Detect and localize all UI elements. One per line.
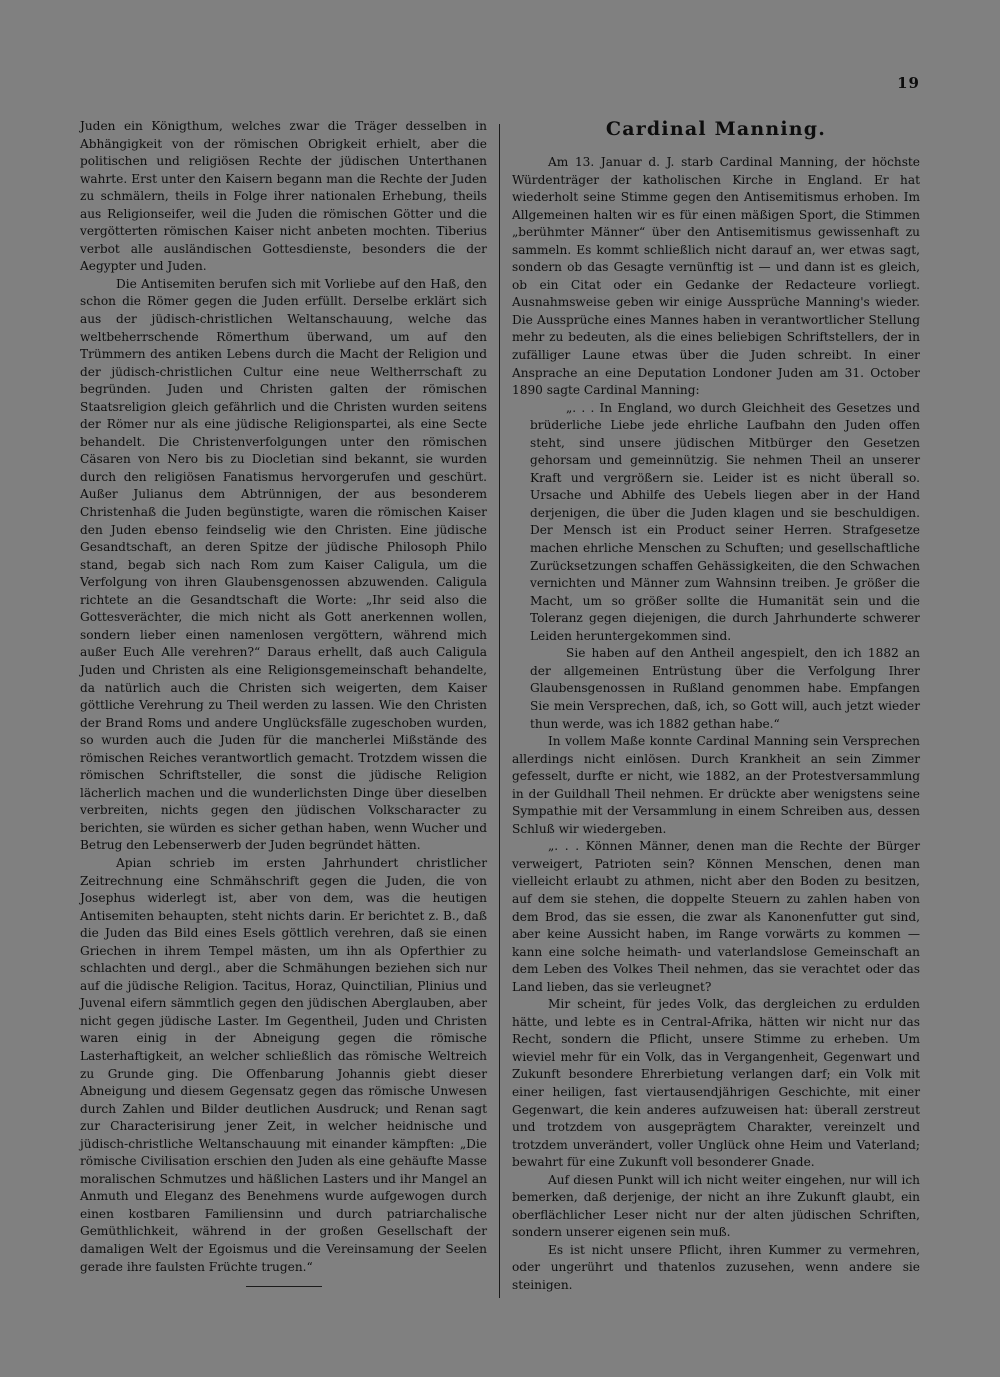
right-column xyxy=(512,118,920,1295)
left-paragraph-2: Die Antisemiten berufen sich mit Vorliebe auf den Haß, den schon die Römer gegen die Juden erfüllt. Derselbe erklärt sich aus der jüdisch-christlichen Weltanschauung, welche das weltbeherrschende Römerthum überwand, um auf den Trümmern des antiken Lebens durch die Macht der Religion und der jüdisch-christlichen Cultur eine neue Weltherrschaft zu begründen. Juden und Christen galten der römischen Staatsreligion gleich gefährlich und die Christen wurden seitens der Römer nur als eine jüdische Religionspartei, als eine Secte behandelt. Die Christenverfolgungen unter den römischen Cäsaren von Nero bis zu Diocletian sind bekannt, sie wurden durch den religiösen Fanatismus hervorgerufen und geschürt. Außer Julianus dem Abtrünnigen, der aus besonderem Christenhaß die Juden begünstigte, waren die römischen Kaiser den Juden ebenso feindselig wie den Christen. Eine jüdische Gesandtschaft, an deren Spitze der jüdische Philosoph Philo stand, begab sich nach Rom zum Kaiser Caligula, um die Verfolgung von ihren Glaubensgenossen abzuwenden. Caligula richtete an die Gesandtschaft die Worte: „Ihr seid also die Gottesverächter, die mich nicht als Gott anerkennen wollen, sondern lieber einen namenlosen vergöttern, während mich außer Euch Alle verehren?“ Daraus erhellt, daß auch Caligula Juden und Christen als eine Religionsgemeinschaft behandelte, da natürlich auch die Christen sich weigerten, dem Kaiser göttliche Verehrung zu Theil werden zu lassen. Wie den Christen der Brand Roms und andere Unglücksfälle zugeschoben wurden, so wurden auch die Juden für die mancherlei Mißstände des römischen Reiches verantwortlich gemacht. Trotzdem wissen die römischen Schriftsteller, die sonst die jüdische Religion lächerlich machen und die wunderlichsten Dinge über dieselben verbreiten, nichts gegen den jüdischen Volkscharacter zu berichten, sie würden es sicher gethan haben, wenn Wucher und Betrug den Lebenserwerb der Juden begründet hätten. xyxy=(80,276,487,853)
column-divider xyxy=(499,124,500,1298)
article-title: Cardinal Manning. xyxy=(605,118,827,140)
left-column xyxy=(80,118,487,1287)
right-paragraph-2: In vollem Maße konnte Cardinal Manning sein Versprechen allerdings nicht einlösen. Durch Krankheit an sein Zimmer gefesselt, durfte er nicht, wie 1882, an der Protestversammlung in der Guildhall Theil nehmen. Er drückte aber wenigstens seine Sympathie mit der Versammlung in einem Schreiben aus, dessen Schluß wir wiedergeben. xyxy=(512,734,920,836)
left-paragraph-3: Apian schrieb im ersten Jahrhundert christlicher Zeitrechnung eine Schmähschrift gegen die Juden, die von Josephus widerlegt ist, aber von dem, was die heutigen Antisemiten behaupten, steht nichts darin. Er berichtet z. B., daß die Juden das Bild eines Esels göttlich verehren, daß sie einen Griechen in ihrem Tempel mästen, um ihn als Opferthier zu schlachten und dergl., aber die Schmähungen beziehen sich nur auf die jüdische Religion. Tacitus, Horaz, Quinctilian, Plinius und Juvenal eifern sämmtlich gegen den jüdischen Aberglauben, aber nicht gegen jüdische Laster. Im Gegentheil, Juden und Christen waren einig in der Abneigung gegen die römische Lasterhaftigkeit, an welcher schließlich das römische Weltreich zu Grunde ging. Die Offenbarung Johannis giebt dieser Abneigung und diesem Gegensatz gegen das römische Unwesen durch Zahlen und Bilder deutlichen Ausdruck; und Renan sagt zur Characterisirung jener Zeit, in welcher heidnische und jüdisch-christliche Weltanschauung mit einander kämpften: „Die römische Civilisation erschien den Juden als eine gehäufte Masse moralischen Schmutzes und häßlichen Lasters und ihr Mangel an Anmuth und Eleganz des Benehmens wurde aufgewogen durch einen kostbaren Familiensinn und durch patriarchalische Gemüthlichkeit, während in der großen Gesellschaft der damaligen Welt der Egoismus und die Vereinsamung der Seelen gerade ihre faulsten Früchte trugen.“ xyxy=(80,855,487,1274)
section-end-rule xyxy=(246,1286,322,1287)
right-paragraph-1: Am 13. Januar d. J. starb Cardinal Manning, der höchste Würdenträger der katholischen Kirche in England. Er hat wiederholt seine Stimme gegen den Antisemitismus erhoben. Im Allgemeinen halten wir es für einen mäßigen Sport, die Stimmen „berühmter Männer“ über den Antisemitismus gewissenhaft zu sammeln. Es kommt schließlich nicht darauf an, wer etwas sagt, sondern ob das Gesagte vernünftig ist — und dann ist es gleich, ob ein Citat oder ein Gedanke der Redacteure vorliegt. Ausnahmsweise geben wir einige Aussprüche Manning's wieder. Die Aussprüche eines Mannes haben in verantwortlicher Stellung mehr zu bedeuten, als die eines beliebigen Schriftstellers, der in zufälliger Laune etwas über die Juden schreibt. In einer Ansprache an eine Deputation Londoner Juden am 31. October 1890 sagte Cardinal Manning: xyxy=(512,155,920,398)
letter-paragraph-1: „. . . Können Männer, denen man die Rechte der Bürger verweigert, Patrioten sein? Können Menschen, denen man vielleicht erlaubt zu athmen, nicht aber den Boden zu besitzen, auf dem sie stehen, die doppelte Steuern zu zahlen haben von dem Brod, das sie essen, die zwar als Kanonenfutter gut sind, aber keine Aussicht haben, im Range vorwärts zu kommen — kann eine solche heimath- und vaterlandslose Gemeinschaft an dem Leben des Volkes Theil nehmen, das sie verachtet oder das Land lieben, das sie verleugnet? xyxy=(512,839,920,994)
letter-paragraph-4: Es ist nicht unsere Pflicht, ihren Kummer zu vermehren, oder ungerührt und thatenlos zuzusehen, wenn andere sie steinigen. xyxy=(512,1242,920,1292)
letter-paragraph-2: Mir scheint, für jedes Volk, das dergleichen zu erdulden hätte, und lebte es in Central-Afrika, hätten wir nicht nur das Recht, sondern die Pflicht, unsere Stimme zu erheben. Um wieviel mehr für ein Volk, das in Vergangenheit, Gegenwart und Zukunft besondere Ehrerbietung verlangen darf; ein Volk mit einer heiligen, fast viertausendjährigen Geschichte, mit einer Gegenwart, die kein anderes aufzuweisen hat: überall zerstreut und trotzdem von ausgeprägtem Charakter, vereinzelt und trotzdem unverändert, voller Unglück ohne Heim und Vaterland; bewahrt für eine Zukunft voll besonderer Gnade. xyxy=(512,997,920,1170)
page-number: 19 xyxy=(897,74,920,92)
quote-paragraph-2: Sie haben auf den Antheil angespielt, den ich 1882 an der allgemeinen Entrüstung über die Verfolgung Ihrer Glaubensgenossen in Rußland genommen habe. Empfangen Sie mein Versprechen, daß, ich, so Gott will, auch jetzt wieder thun werde, was ich 1882 gethan habe.“ xyxy=(530,646,920,731)
letter-paragraph-3: Auf diesen Punkt will ich nicht weiter eingehen, nur will ich bemerken, daß derjenige, der nicht an ihre Zukunft glaubt, ein oberflächlicher Leser nicht nur der alten jüdischen Schriften, sondern unserer eigenen sein muß. xyxy=(512,1172,920,1240)
quote-paragraph-1: „. . . In England, wo durch Gleichheit des Gesetzes und brüderliche Liebe jede ehrliche Laufbahn den Juden offen steht, sind unsere jüdischen Mitbürger den Gesetzen gehorsam und gemeinnützig. Sie nehmen Theil an unserer Kraft und vergrößern sie. Leider ist es nicht überall so. Ursache und Abhilfe des Uebels liegen aber in der Hand derjenigen, die über die Juden klagen und sie beschuldigen. Der Mensch ist ein Product seiner Herren. Strafgesetze machen ehrliche Menschen zu Schuften; und gesellschaftliche Zurücksetzungen schaffen Gehässigkeiten, die den Schwachen vernichten und Männer zum Wahnsinn treiben. Je größer die Macht, um so größer sollte die Humanität sein und die Toleranz gegen diejenigen, die durch Jahrhunderte schwerer Leiden heruntergekommen sind. xyxy=(530,400,920,643)
left-paragraph-1: Juden ein Königthum, welches zwar die Träger desselben in Abhängigkeit von der römischen Obrigkeit erhielt, aber die politischen und religiösen Rechte der jüdischen Unterthanen wahrte. Erst unter den Kaisern begann man die Rechte der Juden zu schmälern, theils in Folge ihrer nationalen Erhebung, theils aus Religionseifer, weil die Juden die römischen Götter und die vergötterten römischen Kaiser nicht anbeten mochten. Tiberius verbot alle ausländischen Gottesdienste, besonders die der Aegypter und Juden. xyxy=(80,119,487,274)
